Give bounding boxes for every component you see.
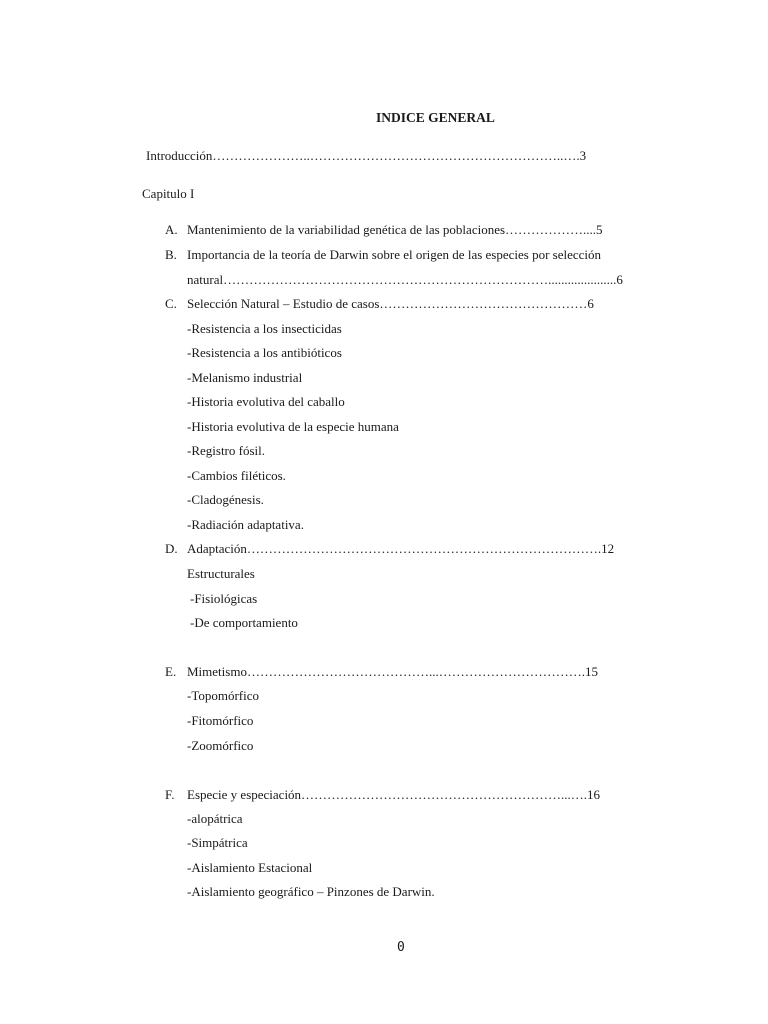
- toc-subitem: -Fitomórfico: [187, 713, 254, 728]
- toc-section-e: Mimetismo……………………………………...…………………………….15: [187, 664, 598, 679]
- toc-section-a: Mantenimiento de la variabilidad genética de las poblaciones………………....5: [187, 222, 603, 237]
- toc-subitem: -Aislamiento geográfico – Pinzones de Darwin.: [187, 884, 435, 899]
- toc-subitem: -Aislamiento Estacional: [187, 860, 313, 875]
- toc-subitem: -De comportamiento: [190, 615, 298, 630]
- toc-subitem: -Zoomórfico: [187, 738, 254, 753]
- toc-subitem: -Cladogénesis.: [187, 492, 264, 507]
- toc-section-c: Selección Natural – Estudio de casos…………………………………………6: [187, 296, 594, 311]
- toc-section-letter: C.: [165, 296, 177, 311]
- toc-section-d: Adaptación……………………………………………………………………….12: [187, 541, 615, 556]
- toc-subitem: -Resistencia a los insecticidas: [187, 321, 342, 336]
- toc-section-f: Especie y especiación……………………………………………………...….16: [187, 787, 601, 802]
- toc-subitem: -Historia evolutiva de la especie humana: [187, 419, 399, 434]
- toc-subitem: -Topomórfico: [187, 688, 260, 703]
- toc-section-b-continued: natural………………………………………………………………….....................6: [187, 272, 623, 287]
- toc-subitem: -alopátrica: [187, 811, 243, 826]
- toc-chapter-heading: Capitulo I: [142, 186, 195, 201]
- toc-subitem: -Resistencia a los antibióticos: [187, 345, 342, 360]
- toc-section-letter: A.: [165, 222, 178, 237]
- toc-section-b: Importancia de la teoría de Darwin sobre el origen de las especies por selección: [187, 247, 602, 262]
- toc-section-letter: F.: [165, 787, 175, 802]
- document-title: INDICE GENERAL: [376, 110, 495, 125]
- toc-subitem: -Cambios filéticos.: [187, 468, 286, 483]
- toc-section-letter: B.: [165, 247, 177, 262]
- toc-subitem: -Melanismo industrial: [187, 370, 303, 385]
- toc-subitem: -Fisiológicas: [190, 591, 258, 606]
- toc-subitem: -Radiación adaptativa.: [187, 517, 304, 532]
- toc-subitem: -Registro fósil.: [187, 443, 265, 458]
- toc-subitem: -Historia evolutiva del caballo: [187, 394, 345, 409]
- toc-subitem: -Simpátrica: [187, 835, 248, 850]
- toc-subitem: Estructurales: [187, 566, 255, 581]
- toc-section-letter: E.: [165, 664, 177, 679]
- toc-intro: Introducción…………………..…………………………………………………..….3: [146, 148, 587, 163]
- toc-section-letter: D.: [165, 541, 178, 556]
- page-number: 0: [397, 940, 405, 955]
